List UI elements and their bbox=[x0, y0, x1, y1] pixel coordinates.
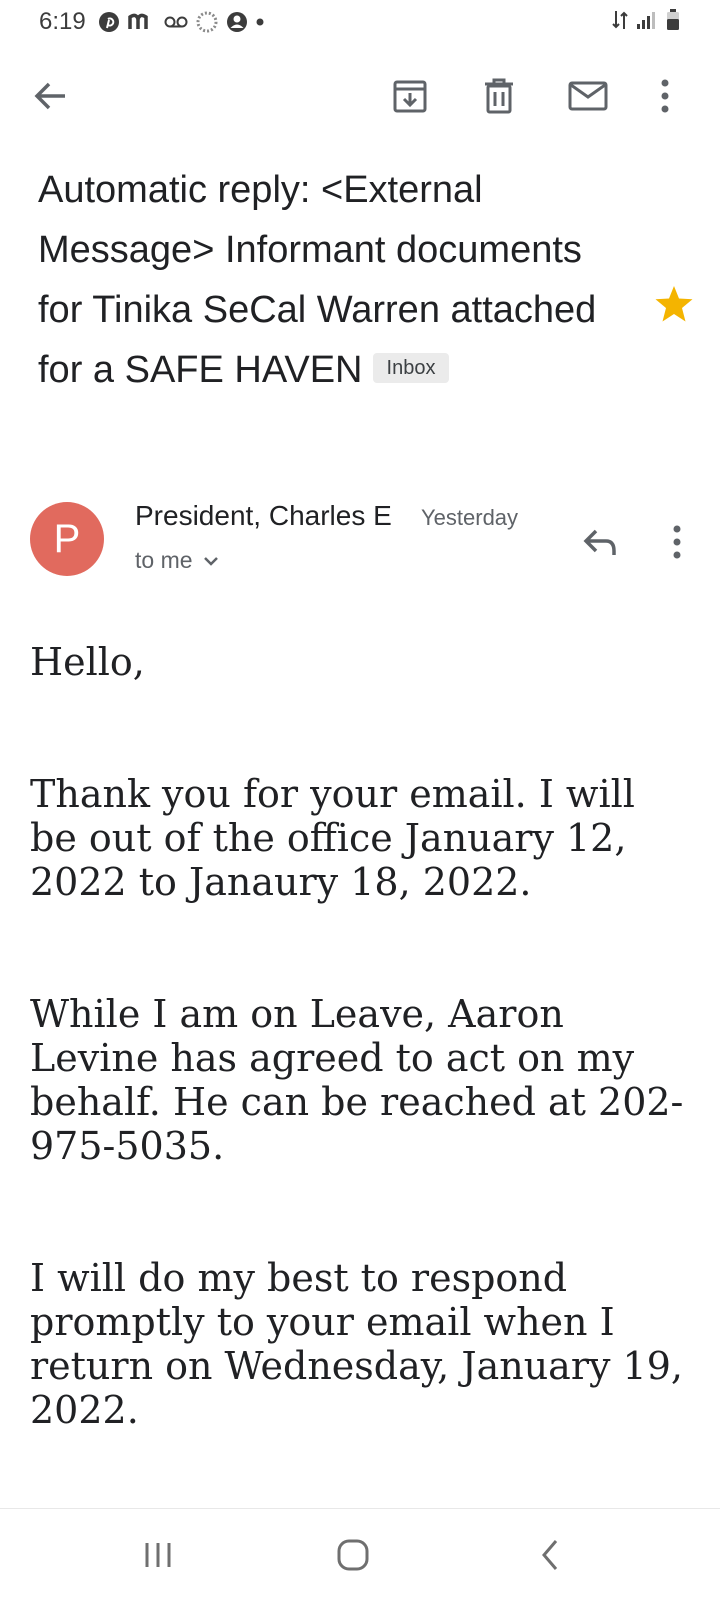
home-icon bbox=[337, 1539, 369, 1571]
more-options-button[interactable] bbox=[641, 72, 689, 120]
system-nav-bar bbox=[0, 1508, 720, 1601]
archive-icon bbox=[392, 78, 428, 114]
home-button[interactable] bbox=[323, 1529, 383, 1581]
status-bar bbox=[0, 0, 720, 44]
voicemail-icon bbox=[164, 15, 188, 29]
status-time: 6:19 bbox=[39, 8, 86, 35]
delete-icon bbox=[483, 78, 515, 114]
sent-date: Yesterday bbox=[421, 505, 519, 530]
status-notification-icons bbox=[98, 9, 265, 35]
loading-icon bbox=[195, 10, 219, 34]
nav-back-button[interactable] bbox=[520, 1529, 580, 1581]
delete-button[interactable] bbox=[475, 72, 523, 120]
body-paragraph: While I am on Leave, Aaron Levine has agreed to act on my behalf. He can be reached at 202-975-5035. bbox=[30, 992, 684, 1168]
message-more-button[interactable] bbox=[662, 518, 692, 566]
data-transfer-icon bbox=[612, 9, 628, 31]
back-arrow-icon bbox=[33, 81, 67, 111]
back-icon bbox=[540, 1539, 560, 1571]
body-paragraph: Hello, bbox=[30, 640, 145, 684]
email-subject bbox=[38, 160, 608, 400]
chevron-down-icon bbox=[203, 556, 219, 566]
signal-icon bbox=[636, 10, 658, 30]
reply-button[interactable] bbox=[576, 518, 624, 566]
subject-text: Automatic reply: <External Message> Informant documents for Tinika SeCal Warren attached for a SAFE HAVEN bbox=[38, 169, 597, 391]
pinterest-icon bbox=[98, 11, 120, 33]
archive-button[interactable] bbox=[386, 72, 434, 120]
more-vert-icon bbox=[672, 525, 682, 559]
mail-icon bbox=[568, 81, 608, 111]
recipient-details-toggle[interactable] bbox=[135, 547, 219, 574]
body-paragraph: Thank you for your email. I will be out of the office January 12, 2022 to Janaury 18, 2022. bbox=[30, 772, 635, 904]
more-vert-icon bbox=[660, 79, 670, 113]
inbox-label-chip[interactable]: Inbox bbox=[373, 353, 450, 383]
back-button[interactable] bbox=[26, 72, 74, 120]
battery-icon bbox=[666, 9, 680, 31]
star-icon bbox=[654, 285, 694, 323]
account-icon bbox=[226, 11, 248, 33]
dot-icon bbox=[255, 17, 265, 27]
body-paragraph: I will do my best to respond promptly to your email when I return on Wednesday, January 19, 2022. bbox=[30, 1256, 683, 1432]
reply-icon bbox=[582, 527, 618, 557]
recipient-text: to me bbox=[135, 547, 193, 573]
star-button[interactable] bbox=[654, 285, 694, 328]
email-body bbox=[30, 640, 690, 1508]
m-app-icon bbox=[127, 9, 157, 35]
email-toolbar bbox=[0, 56, 720, 136]
recent-apps-icon bbox=[143, 1541, 173, 1569]
sender-name[interactable]: President, Charles E bbox=[135, 500, 392, 531]
status-system-icons bbox=[612, 9, 680, 31]
mark-unread-button[interactable] bbox=[564, 72, 612, 120]
recent-apps-button[interactable] bbox=[128, 1529, 188, 1581]
sender-avatar[interactable]: P bbox=[30, 502, 104, 576]
